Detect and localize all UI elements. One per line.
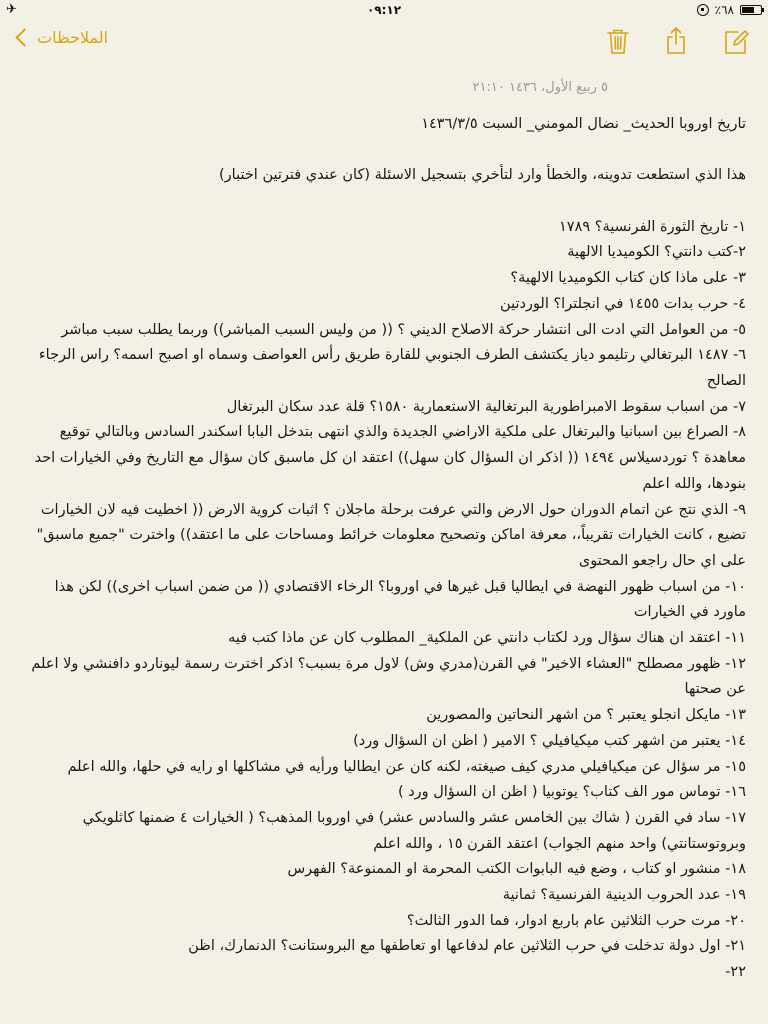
note-line: ١٨- منشور او كتاب ، وضع فيه البابوات الكتب المحرمة او الممنوعة؟ الفهرس — [287, 861, 746, 878]
note-line: هذا الذي استطعت تدوينه، والخطأ وارد لتأخري بتسجيل الاسئلة (كان عندي فترتين اختبار) — [219, 167, 746, 184]
compose-icon[interactable] — [722, 26, 750, 56]
note-line: ١٢- ظهور مصطلح "العشاء الاخير" في القرن(مدري وش) لاول مرة بسبب؟ اذكر اخترت رسمة ليوناردو دافنشي ولا اعلم عن صحتها — [31, 655, 746, 698]
note-line: ١٩- عدد الحروب الدينية الفرنسية؟ ثمانية — [502, 887, 746, 904]
note-date: ٥ ربيع الأول، ١٤٣٦ ٢١:١٠ — [472, 80, 608, 95]
note-line: ١٧- ساد في القرن ( شاك بين الخامس عشر والسادس عشر) في اوروبا المذهب؟ ( الخيارات ٤ ضمنها كاثلويكي وبروتوستانتي) واحد منهم الجواب) اعتقد القرن ١٥ ، والله اعلم — [82, 809, 746, 852]
note-line: ٨- الصراع بين اسبانيا والبرتغال على ملكية الاراضي الجديدة والذي انتهى بتدخل البابا اسكندر السادس وبالتالي توقيع معاهدة ؟ توردسيلاس ١٤٩٤ (( اذكر ان السؤال كان سهل)) اعتقد ان كل ماسبق كان سؤال مع التاريخ وفي الخيارات احد بنودها، والله اعلم — [34, 424, 746, 492]
note-line: تاريخ اوروبا الحديث_ نضال المومني_ السبت ١٤٣٦/٣/٥ — [421, 116, 746, 132]
note-line: ٩- الذي نتج عن اتمام الدوران حول الارض والتي عرفت برحلة ماجلان ؟ اثبات كروية الارض (( اخطيت فيه لان الخيارات تضيع ، كانت الخيارات تقريباً،، معرفة اماكن وتصحيح معلومات خرائط ومساحات على ما اعتقد)) واخترت "جميع ماسبق" على اي حال راجعو المحتوى — [36, 501, 746, 569]
share-icon[interactable] — [662, 26, 690, 56]
battery-icon — [740, 5, 762, 15]
note-line: ٤- حرب بدات ١٤٥٥ في انجلترا؟ الوردتين — [500, 295, 746, 312]
rotation-lock-icon — [697, 4, 709, 16]
navigation-bar — [0, 20, 768, 64]
status-right — [697, 3, 762, 17]
note-line: ٧- من اسباب سقوط الامبراطورية البرتغالية الاستعمارية ١٥٨٠؟ قلة عدد سكان البرتغال — [226, 398, 746, 415]
note-body[interactable] — [18, 112, 746, 986]
battery-percent: ٪٦٨ — [714, 3, 734, 17]
note-line: ١- تاريخ الثورة الفرنسية؟ ١٧٨٩ — [559, 218, 746, 235]
battery-level — [742, 7, 754, 13]
status-time: ٠٩:١٢ — [366, 3, 402, 17]
note-line: ٥- من العوامل التي ادت الى انتشار حركة الاصلاح الديني ؟ (( من وليس السبب المباشر)) وربما يطلب سبب مباشر — [61, 321, 746, 338]
note-line: ١١- اعتقد ان هناك سؤال ورد لكتاب دانتي عن الملكية_ المطلوب كان عن ماذا كتب فيه — [228, 630, 746, 647]
back-button[interactable] — [14, 28, 108, 47]
blank-line — [18, 138, 746, 164]
note-line: ٢٠- مرت حرب الثلاثين عام باربع ادوار، فما الدور الثالث؟ — [406, 912, 746, 929]
note-line: ١٦- توماس مور الف كتاب؟ يوتوبيا ( اظن ان السؤال ورد ) — [397, 784, 746, 801]
trash-icon[interactable] — [604, 26, 632, 56]
note-line: ٢٢- — [725, 964, 746, 981]
note-line: ٣- على ماذا كان كتاب الكوميديا الالهية؟ — [510, 270, 746, 287]
back-label: الملاحظات — [37, 28, 109, 47]
note-line: ١٤- يعتبر من اشهر كتب ميكيافيلي ؟ الامير ( اظن ان السؤال ورد) — [353, 732, 746, 749]
note-line: ١٠- من اسباب ظهور النهضة في ايطاليا قبل غيرها في اوروبا؟ الرخاء الاقتصادي (( من ضمن اسباب اخرى)) لكن هذا ماورد في الخيارات — [54, 578, 746, 621]
note-line: ١٥- مر سؤال عن ميكيافيلي مدري كيف صيغته، لكنه كان عن ايطاليا ورأيه في مشاكلها او رايه في حلها، والله اعلم — [67, 758, 746, 775]
chevron-left-icon — [15, 28, 33, 46]
note-line: ١٣- مايكل انجلو يعتبر ؟ من اشهر النحاتين والمصورين — [426, 707, 746, 724]
blank-line — [18, 189, 746, 215]
note-line: ٢-كتب دانتي؟ الكوميديا الالهية — [567, 244, 746, 261]
airplane-icon: ✈ — [6, 2, 17, 17]
note-line: ٢١- اول دولة تدخلت في حرب الثلاثين عام لدفاعها او تعاطفها مع البروستانت؟ الدنمارك، اظن — [188, 938, 746, 955]
note-line: ٦- ١٤٨٧ البرتغالي رتليمو دياز يكتشف الطرف الجنوبي للقارة طريق رأس العواصف وسماه او اصبح اسمه؟ راس الرجاء الصالح — [38, 347, 746, 389]
status-bar — [0, 0, 768, 20]
